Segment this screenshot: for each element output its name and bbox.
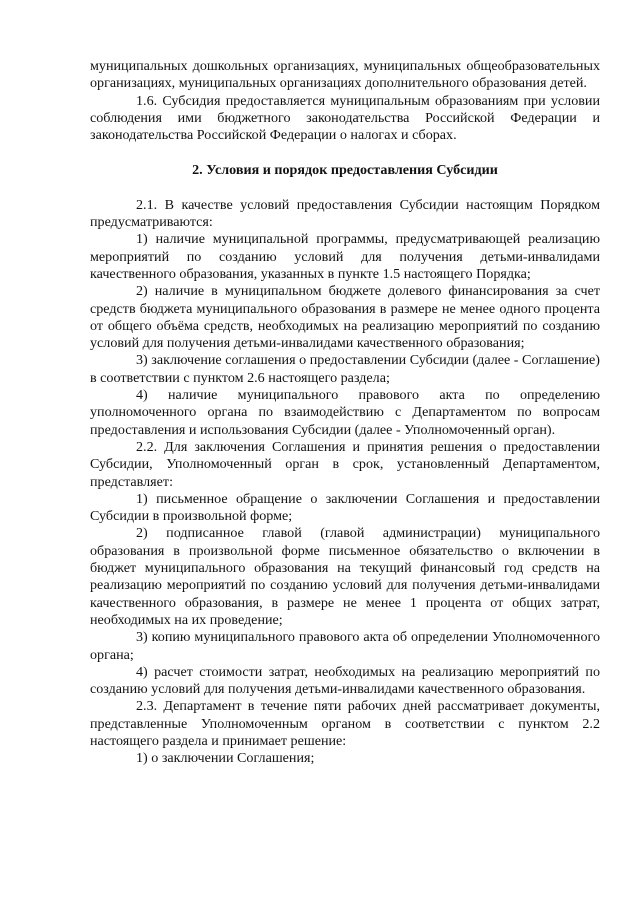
section-heading: 2. Условия и порядок предоставления Субсидии xyxy=(192,162,498,179)
paragraph-1-6: 1.6. Субсидия предоставляется муниципальным образованиям при условии соблюдения ими бюджетного законодательства Российской Федерации и законодательства Российской Федерации о налогах и сборах. xyxy=(90,92,600,144)
paragraph-2-3: 2.3. Департамент в течение пяти рабочих дней рассматривает документы, представленные Уполномоченным органом в соответствии с пунктом 2.2 настоящего раздела и принимает решение: xyxy=(90,698,600,749)
paragraph-2-2-item-3: 3) копию муниципального правового акта об определении Уполномоченного органа; xyxy=(90,629,600,663)
paragraph-2-2-item-2: 2) подписанное главой (главой администрации) муниципального образования в произвольной форме письменное обязательство о включении в бюджет муниципального образования на текущий финансовый год средств на реализацию мероприятий по созданию условий для получения детьми-инвалидами качественного образования, в размере не менее 1 процента от общих затрат, необходимых на их проведение; xyxy=(90,525,600,628)
paragraph-2-2: 2.2. Для заключения Соглашения и принятия решения о предоставлении Субсидии, Уполномоченный орган в срок, установленный Департаментом, представляет: xyxy=(90,438,600,490)
paragraph-2-2-item-1: 1) письменное обращение о заключении Соглашения и предоставлении Субсидии в произвольной форме; xyxy=(90,490,600,525)
paragraph-2-1: 2.1. В качестве условий предоставления Субсидии настоящим Порядком предусматриваются: xyxy=(90,196,600,231)
paragraph-2-1-item-1: 1) наличие муниципальной программы, предусматривающей реализацию мероприятий по созданию условий для получения детьми-инвалидами качественного образования, указанных в пункте 1.5 настоящего Порядка; xyxy=(90,231,600,282)
document-page xyxy=(90,58,600,768)
paragraph-intro-continuation: муниципальных дошкольных организациях, муниципальных общеобразовательных организациях, муниципальных организациях дополнительного образования детей. xyxy=(90,58,600,92)
paragraph-2-1-item-2: 2) наличие в муниципальном бюджете долевого финансирования за счет средств бюджета муниципального образования в размере не менее одного процента от общего объёма средств, необходимых на реализацию мероприятий по созданию условий для получения детьми-инвалидами качественного образования; xyxy=(90,283,600,352)
paragraph-2-3-item-1: 1) о заключении Соглашения; xyxy=(136,750,315,767)
paragraph-2-1-item-4: 4) наличие муниципального правового акта по определению уполномоченного органа по взаимодействию с Департаментом по вопросам предоставления и использования Субсидии (далее - Уполномоченный орган). xyxy=(90,387,600,438)
paragraph-2-2-item-4: 4) расчет стоимости затрат, необходимых на реализацию мероприятий по созданию условий для получения детьми-инвалидами качественного образования. xyxy=(90,663,600,698)
paragraph-2-1-item-3: 3) заключение соглашения о предоставлении Субсидии (далее - Соглашение) в соответствии с пунктом 2.6 настоящего раздела; xyxy=(90,352,600,386)
